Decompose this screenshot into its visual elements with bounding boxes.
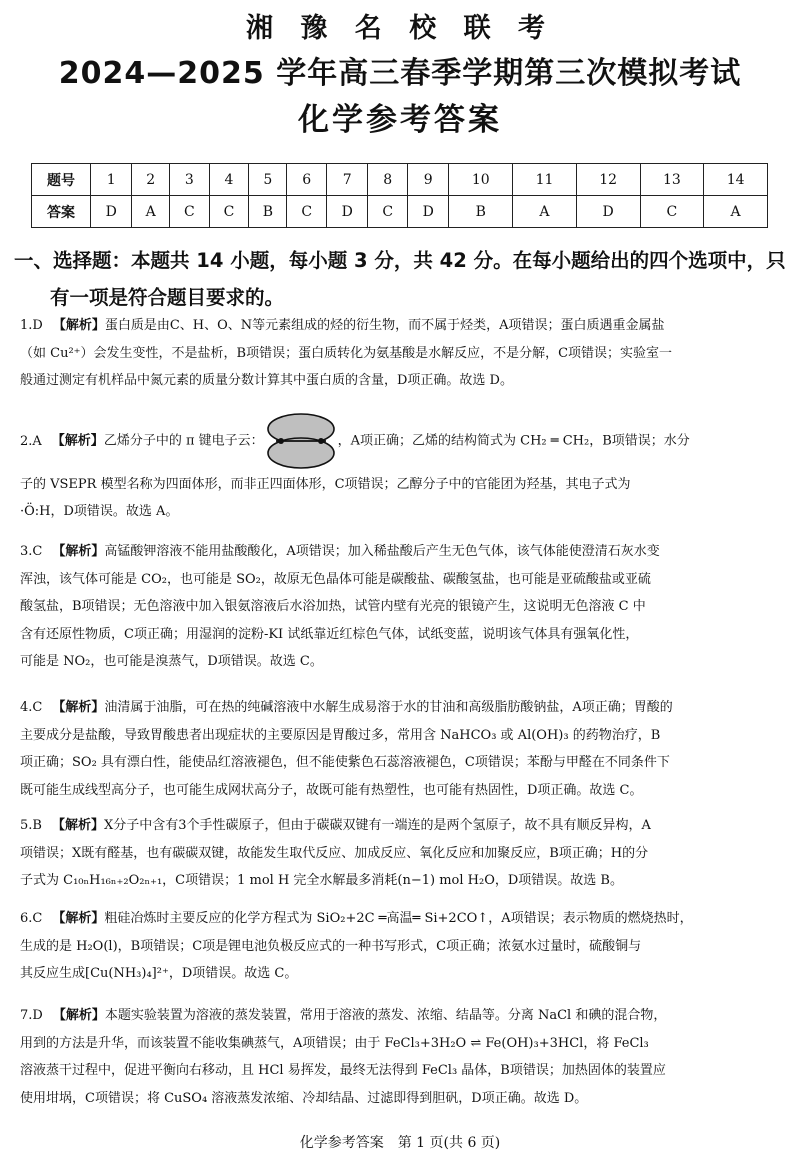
question-number-cell: 6: [287, 164, 327, 196]
explanation-line: 蛋白质是由C、H、O、N等元素组成的烃的衍生物，而不属于烃类，A项错误；蛋白质遇重金属盐: [104, 318, 665, 333]
question-4-explanation: [20, 694, 786, 804]
section-heading-line: 一、选择题：本题共 14 小题，每小题 3 分，共 42 分。在每小题给出的四个选项中，只: [14, 249, 786, 272]
answer-cell: B: [249, 196, 287, 228]
question-7-explanation: [20, 1002, 786, 1112]
explanation-line: 油清属于油脂，可在热的纯碱溶液中水解生成易溶于水的甘油和高级脂肪酸钠盐，A项正确；胃酸的: [104, 700, 673, 715]
explanation-text: ，A项正确；乙烯的结构简式为 CH₂ ═ CH₂，B项错误；水分: [337, 433, 690, 449]
row-label-question-number: 题号: [32, 164, 91, 196]
question-6-explanation: [20, 905, 786, 988]
explanation-line: X分子中含有3个手性碳原子，但由于碳碳双键有一端连的是两个氢原子，故不具有顺反异构，A: [103, 818, 651, 833]
question-label: 7.D: [20, 1008, 43, 1023]
question-label: 5.B: [20, 818, 42, 833]
page-footer: 化学参考答案 第 1 页(共 6 页): [299, 1135, 501, 1151]
answer-cell: D: [327, 196, 368, 228]
pi-bond-electron-cloud-diagram: [266, 412, 336, 470]
question-number-cell: 14: [704, 164, 768, 196]
question-number-cell: 11: [513, 164, 577, 196]
question-number-cell: 5: [249, 164, 287, 196]
answer-key-title: 化学参考答案: [298, 102, 502, 138]
exam-alliance-title: 湘 豫 名 校 联 考: [246, 13, 554, 44]
explanation-line: 其反应生成[Cu(NH₃)₄]²⁺，D项错误。故选 C。: [20, 966, 298, 981]
explanation-line: 浑浊，该气体可能是 CO₂，也可能是 SO₂，故原无色晶体可能是碳酸盐、碳酸氢盐，也可能是亚硫酸盐或亚硫: [20, 571, 651, 587]
explanation-line: 本题实验装置为溶液的蒸发装置，常用于溶液的蒸发、浓缩、结晶等。分离 NaCl 和碘的混合物，: [104, 1008, 667, 1023]
question-number-cell: 4: [209, 164, 249, 196]
question-number-cell: 1: [91, 164, 132, 196]
question-5-explanation: [20, 812, 786, 895]
answer-cell: D: [91, 196, 132, 228]
analysis-tag: 【解析】: [52, 1008, 105, 1023]
explanation-line: 使用坩埚，C项错误；将 CuSO₄ 溶液蒸发浓缩、冷却结晶、过滤即得到胆矾，D项正确。故选 D。: [20, 1090, 588, 1106]
answer-cell: C: [209, 196, 249, 228]
question-number-cell: 10: [449, 164, 513, 196]
question-label: 2.A: [20, 433, 42, 449]
analysis-tag: 【解析】: [52, 544, 105, 559]
explanation-line: 主要成分是盐酸，导致胃酸患者出现症状的主要原因是胃酸过多，常用含 NaHCO₃ 或 Al(OH)₃ 的药物治疗，B: [20, 727, 661, 743]
question-number-cell: 13: [640, 164, 704, 196]
answer-table-answers-row: [32, 196, 768, 228]
explanation-line: 般通过测定有机样品中氮元素的质量分数计算其中蛋白质的含量，D项正确。故选 D。: [20, 373, 513, 388]
explanation-line: 可能是 NO₂，也可能是溴蒸气，D项错误。故选 C。: [20, 654, 323, 669]
explanation-line: 酸氢盐，B项错误；无色溶液中加入银氨溶液后水浴加热，试管内壁有光亮的银镜产生，这说明无色溶液 C 中: [20, 599, 646, 614]
question-1-explanation: [20, 312, 786, 395]
answer-cell: A: [513, 196, 577, 228]
answer-cell: C: [287, 196, 327, 228]
exam-name-title: 2024—2025 学年高三春季学期第三次模拟考试: [58, 56, 742, 91]
analysis-tag: 【解析】: [51, 433, 104, 449]
row-label-answer: 答案: [32, 196, 91, 228]
explanation-line: 项错误；X既有醛基，也有碳碳双键，故能发生取代反应、加成反应、氧化反应和加聚反应，B项正确；H的分: [20, 845, 649, 861]
question-label: 4.C: [20, 700, 43, 715]
analysis-tag: 【解析】: [51, 818, 104, 833]
section-heading-line: 有一项是符合题目要求的。: [50, 286, 285, 309]
answer-table-numbers-row: [32, 164, 768, 196]
section-heading: [14, 242, 790, 316]
question-label: 1.D: [20, 318, 43, 333]
explanation-text: 乙烯分子中的 π 键电子云：: [103, 433, 264, 449]
answer-cell: A: [132, 196, 170, 228]
explanation-line: 项正确；SO₂ 具有漂白性，能使品红溶液褪色，但不能使紫色石蕊溶液褪色，C项错误；苯酚与甲醛在不同条件下: [20, 755, 670, 770]
explanation-line: 粗硅冶炼时主要反应的化学方程式为 SiO₂+2C ═高温═ Si+2CO↑，A项错误；表示物质的燃烧热时，: [104, 911, 693, 926]
explanation-line: 子的 VSEPR 模型名称为四面体形，而非正四面体形，C项错误；乙醇分子中的官能团为羟基，其电子式为: [20, 476, 631, 492]
question-number-cell: 9: [408, 164, 449, 196]
analysis-tag: 【解析】: [52, 911, 105, 926]
question-number-cell: 3: [170, 164, 210, 196]
question-number-cell: 12: [576, 164, 640, 196]
explanation-line: 高锰酸钾溶液不能用盐酸酸化，A项错误；加入稀盐酸后产生无色气体，该气体能使澄清石灰水变: [104, 544, 660, 559]
question-3-explanation: [20, 538, 786, 676]
answer-cell: D: [576, 196, 640, 228]
question-number-cell: 8: [368, 164, 408, 196]
question-number-cell: 7: [327, 164, 368, 196]
explanation-line: 生成的是 H₂O(l)，B项错误；C项是锂电池负极反应式的一种书写形式，C项正确；浓氨水过量时，硫酸铜与: [20, 938, 642, 954]
answer-cell: C: [640, 196, 704, 228]
analysis-tag: 【解析】: [52, 700, 105, 715]
explanation-line: 子式为 C₁₀ₙH₁₆ₙ₊₂O₂ₙ₊₁，C项错误；1 mol H 完全水解最多消耗(n−1) mol H₂O，D项错误。故选 B。: [20, 873, 623, 888]
analysis-tag: 【解析】: [52, 318, 105, 333]
explanation-line: 溶液蒸干过程中，促进平衡向右移动，且 HCl 易挥发，最终无法得到 FeCl₃ 晶体，B项错误；加热固体的装置应: [20, 1063, 666, 1078]
answer-cell: C: [170, 196, 210, 228]
explanation-line: （如 Cu²⁺）会发生变性，不是盐析，B项错误；蛋白质转化为氨基酸是水解反应，不是分解，C项错误；实验室一: [20, 345, 673, 361]
answer-cell: C: [368, 196, 408, 228]
answer-table: [31, 163, 768, 228]
explanation-line: ·Ö:H，D项错误。故选 A。: [20, 504, 179, 519]
answer-cell: B: [449, 196, 513, 228]
answer-cell: D: [408, 196, 449, 228]
explanation-line: 用到的方法是升华，而该装置不能收集碘蒸气，A项错误；由于 FeCl₃+3H₂O ⇌ Fe(OH)₃+3HCl，将 FeCl₃: [20, 1035, 649, 1051]
question-label: 3.C: [20, 544, 43, 559]
question-number-cell: 2: [132, 164, 170, 196]
question-2-explanation: [20, 412, 786, 526]
explanation-line: 既可能生成线型高分子，也可能生成网状高分子，故既可能有热塑性，也可能有热固性，D项正确。故选 C。: [20, 782, 643, 798]
answer-cell: A: [704, 196, 768, 228]
explanation-line: 含有还原性物质，C项正确；用湿润的淀粉-KI 试纸靠近红棕色气体，试纸变蓝，说明该气体具有强氧化性，: [20, 626, 639, 642]
question-label: 6.C: [20, 911, 43, 926]
